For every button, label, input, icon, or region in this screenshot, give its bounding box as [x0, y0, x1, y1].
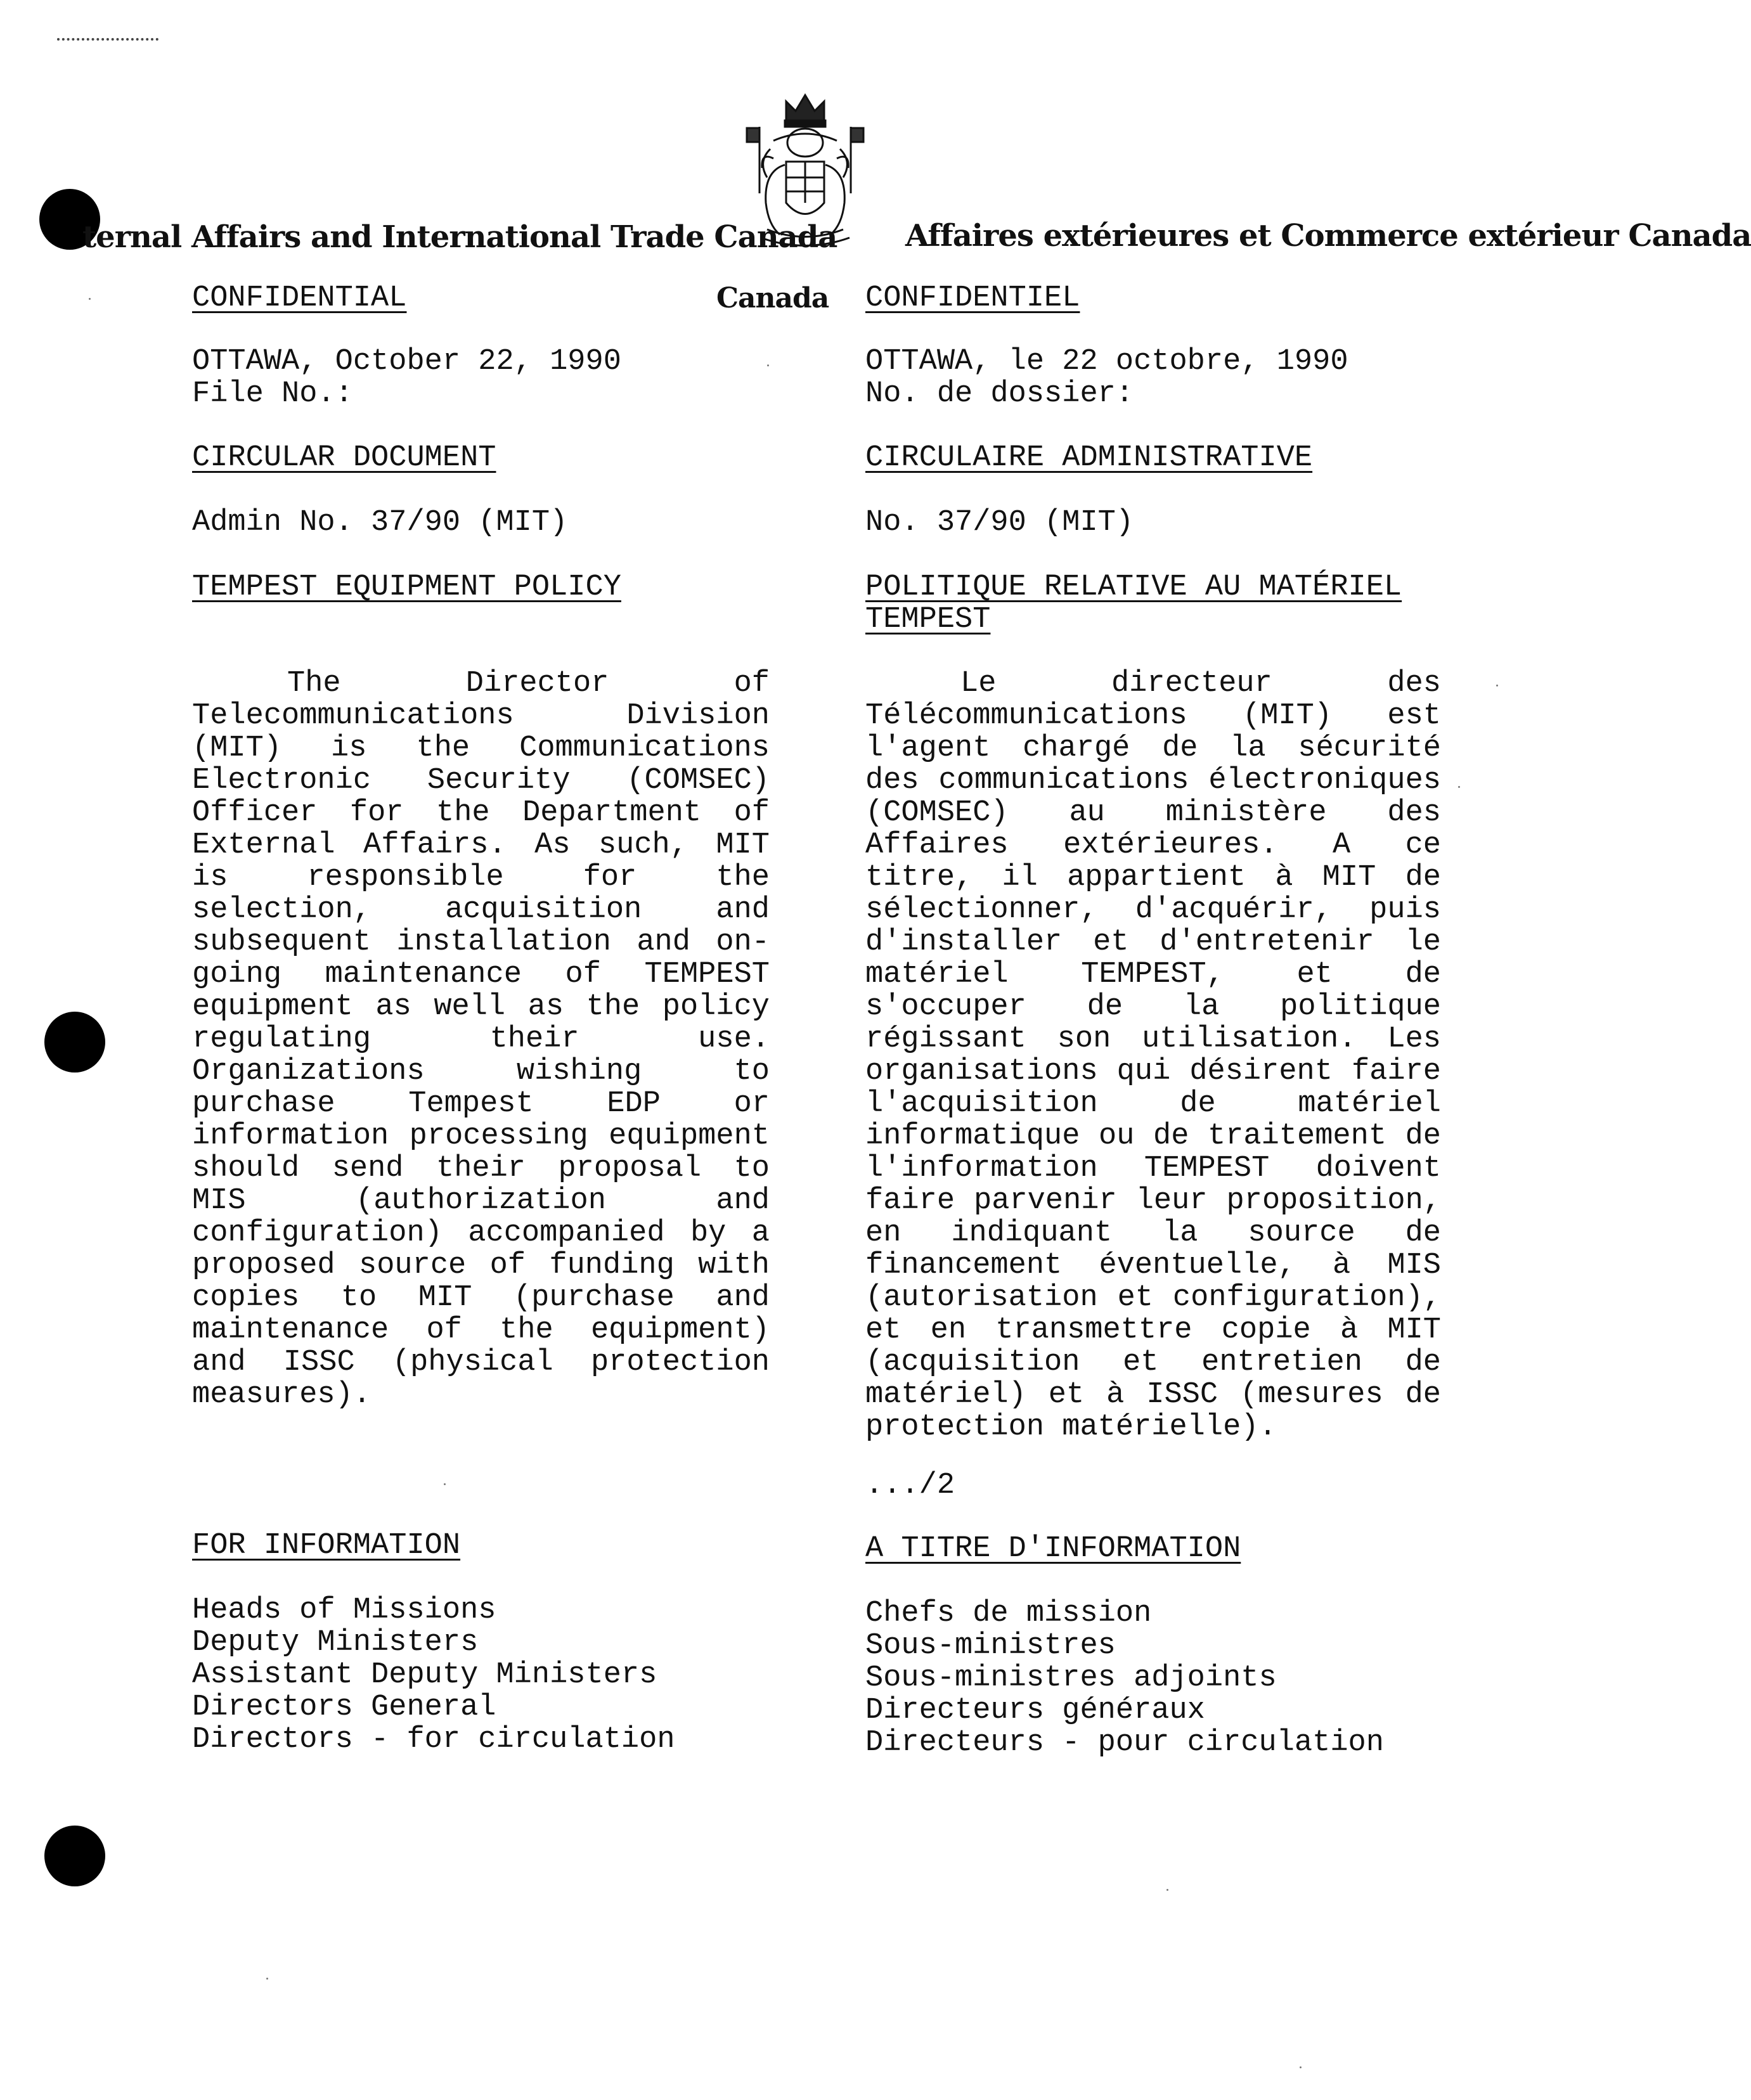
list-item: Sous-ministres: [865, 1629, 1116, 1663]
doc-type-fr: CIRCULAIRE ADMINISTRATIVE: [865, 441, 1313, 475]
classification-en: CONFIDENTIAL: [192, 281, 407, 315]
letterhead-right: Affaires extérieures et Commerce extérieur Canada: [905, 218, 1751, 254]
date-line-en: OTTAWA, October 22, 1990: [192, 345, 621, 378]
date-line-fr: OTTAWA, le 22 octobre, 1990: [865, 345, 1348, 378]
list-item: Directeurs - pour circulation: [865, 1726, 1384, 1760]
punch-hole-bottom: [44, 1826, 105, 1886]
scan-speck: [1458, 786, 1460, 788]
body-paragraph-en: The Director of Telecommunications Division (MIT) is the Communications Electronic Security (COMSEC) Officer for the Department of External Affairs. As such, MIT is responsible for the selection, acquisition and subsequent installation and on-going maintenance of TEMPEST equipment as well as the policy regulating their use. Organizations wishing to purchase Tempest EDP or information processing equipment should send their proposal to MIS (authorization and configuration) accompanied by a proposed source of funding with copies to MIT (purchase and maintenance of the equipment) and ISSC (physical protection measures).: [192, 667, 770, 1412]
admin-no-en: Admin No. 37/90 (MIT): [192, 506, 568, 539]
list-item: Directors General: [192, 1691, 496, 1724]
scan-speck: [767, 364, 769, 366]
file-line-fr: No. de dossier:: [865, 377, 1134, 411]
scan-speck: [1496, 685, 1498, 686]
list-item: Heads of Missions: [192, 1594, 496, 1627]
scan-speck: [89, 298, 91, 300]
info-heading-fr: A TITRE D'INFORMATION: [865, 1532, 1241, 1566]
admin-no-fr: No. 37/90 (MIT): [865, 506, 1134, 539]
distribution-list-fr: [865, 1597, 1384, 1759]
scan-speck: [1300, 2066, 1302, 2068]
list-item: Deputy Ministers: [192, 1626, 479, 1659]
scan-mark: [57, 38, 158, 44]
letterhead-left: ternal Affairs and International Trade Canada: [82, 219, 837, 255]
page-continuation: .../2: [865, 1469, 955, 1502]
file-line-en: File No.:: [192, 377, 353, 411]
list-item: Sous-ministres adjoints: [865, 1661, 1277, 1695]
list-item: Chefs de mission: [865, 1597, 1152, 1630]
canada-wordmark: Canada: [716, 282, 829, 314]
scan-speck: [1166, 1889, 1168, 1891]
scan-speck: [444, 1483, 446, 1485]
subject-en: TEMPEST EQUIPMENT POLICY: [192, 570, 621, 604]
coat-of-arms-icon: [735, 82, 875, 266]
doc-type-en: CIRCULAR DOCUMENT: [192, 441, 496, 475]
list-item: Directeurs généraux: [865, 1694, 1205, 1727]
subject-fr-line2: TEMPEST: [865, 603, 991, 636]
list-item: Directors - for circulation: [192, 1723, 675, 1756]
distribution-list-en: [192, 1594, 675, 1756]
punch-hole-middle: [44, 1012, 105, 1073]
list-item: Assistant Deputy Ministers: [192, 1658, 657, 1692]
classification-fr: CONFIDENTIEL: [865, 281, 1080, 315]
info-heading-en: FOR INFORMATION: [192, 1529, 461, 1562]
body-paragraph-fr: Le directeur des Télécommunications (MIT) est l'agent chargé de la sécurité des communications électroniques (COMSEC) au ministère des Affaires extérieures. A ce titre, il appartient à MIT de sélectionner, d'acquérir, puis d'installer et d'entretenir le matériel TEMPEST, et de s'occuper de la politique régissant son utilisation. Les organisations qui désirent faire l'acquisition de matériel informatique ou de traitement de l'information TEMPEST doivent faire parvenir leur proposition, en indiquant la source de financement éventuelle, à MIS (autorisation et configuration), et en transmettre copie à MIT (acquisition et entretien de matériel) et à ISSC (mesures de protection matérielle).: [865, 667, 1441, 1444]
subject-fr-line1: POLITIQUE RELATIVE AU MATÉRIEL: [865, 570, 1402, 604]
scan-speck: [266, 1978, 268, 1980]
